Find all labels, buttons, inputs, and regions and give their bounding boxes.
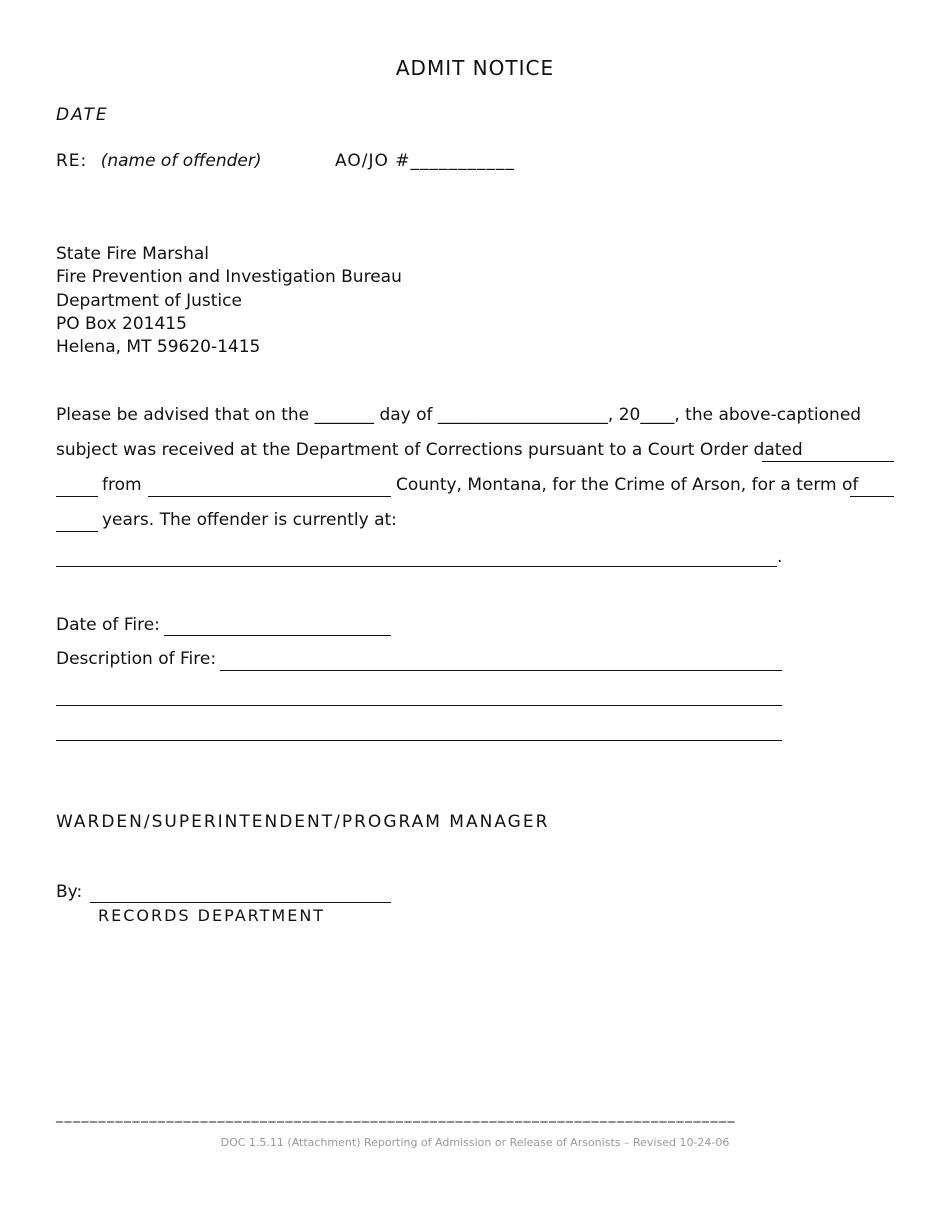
- address-line: PO Box 201415: [56, 313, 187, 334]
- signatory-title: WARDEN/SUPERINTENDENT/PROGRAM MANAGER: [56, 812, 550, 832]
- offender-name-placeholder: (name of offender): [100, 151, 262, 171]
- address-line: Department of Justice: [56, 290, 242, 311]
- description-blank-1: [220, 670, 782, 671]
- address-line: State Fire Marshal: [56, 244, 209, 264]
- signature-blank: [90, 902, 391, 903]
- re-line: [56, 151, 262, 171]
- county-blank: [148, 496, 391, 497]
- re-label: RE:: [56, 151, 88, 171]
- notice-county-text: County, Montana, for the Crime of Arson, for a term of: [396, 475, 859, 495]
- date-of-fire-label: Date of Fire:: [56, 615, 160, 635]
- description-blank-2: [56, 705, 782, 706]
- document-title: ADMIT NOTICE: [395, 56, 555, 80]
- court-order-date-blank-cont: [56, 496, 98, 497]
- court-order-date-blank: [762, 461, 894, 462]
- footer-text: DOC 1.5.11 (Attachment) Reporting of Admission or Release of Arsonists – Revised 10-24-06: [220, 1136, 730, 1149]
- address-line: Helena, MT 59620-1415: [56, 337, 261, 358]
- address-line: Fire Prevention and Investigation Bureau: [56, 267, 402, 288]
- location-period: .: [777, 547, 783, 567]
- notice-from-label: from: [102, 475, 142, 495]
- current-location-blank: [56, 566, 777, 567]
- notice-line-4: years. The offender is currently at:: [102, 510, 397, 530]
- term-blank-cont: [56, 531, 98, 532]
- notice-line-2: subject was received at the Department of Corrections pursuant to a Court Order dated: [56, 440, 803, 460]
- recipient-address: [56, 243, 402, 359]
- footer-rule: ________________________________________________________________________________: [56, 1107, 736, 1123]
- notice-line-1: Please be advised that on the _______ day of ____________________, 20____, the above-captioned: [56, 405, 862, 425]
- date-of-fire-blank: [164, 635, 391, 636]
- by-label: By:: [56, 882, 83, 902]
- description-blank-3: [56, 740, 782, 741]
- description-of-fire-label: Description of Fire:: [56, 649, 217, 669]
- date-label: DATE: [56, 105, 109, 125]
- aojo-number-field: AO/JO #___________: [335, 151, 515, 171]
- records-department-label: RECORDS DEPARTMENT: [98, 906, 326, 925]
- term-blank: [850, 496, 894, 497]
